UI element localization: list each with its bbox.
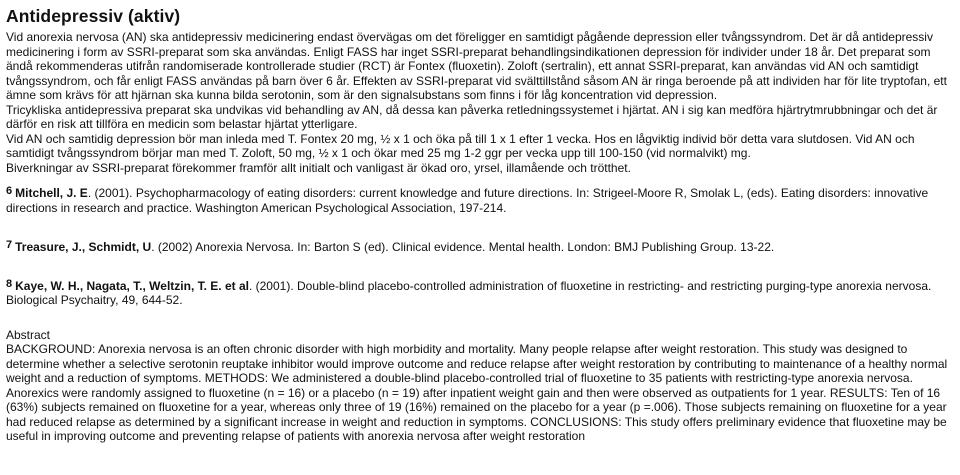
paragraph-intro: Vid anorexia nervosa (AN) ska antidepressiv medicinering endast övervägas om det föreligger en samtidigt pågående depression eller tvångssyndrom. Det är då antidepressiv medicinering i form av SSRI-preparat som ska användas. Enligt FASS har inget SSRI-preparat behandlingsindikationen depression för individer under 18 år. Det preparat som ändå rekommenderas utifrån randomiserade kontrollerade studier (RCT) är Fontex (fluoxetin). Zoloft (sertralin), ett annat SSRI-preparat, kan användas vid AN och samtidigt tvångssyndrom, och får enligt FASS användas på barn över 6 år. Effekten av SSRI-preparat vid svälttillstånd såsom AN är ringa beroende på att individen har för lite tryptofan, ett ämne som krävs för att hjärnan ska kunna bilda serotonin, som är den signalsubstans som finns i för låg koncentration vid depression.	[6, 30, 947, 102]
section-body	[6, 30, 954, 175]
reference-citation: . (2002) Anorexia Nervosa. In: Barton S (ed). Clinical evidence. Mental health. London: BMJ Publishing Group. 13-22.	[151, 240, 775, 254]
reference-citation: . (2001). Psychopharmacology of eating disorders: current knowledge and future directions. In: Strigeel-Moore R, Smolak L, (eds). Eating disorders: innovative directions in research and practice. Washington American Psychological Association, 197-214.	[6, 186, 929, 215]
paragraph-dosage: Vid AN och samtidig depression bör man inleda med T. Fontex 20 mg, ½ x 1 och öka på till 1 x 1 efter 1 vecka. Hos en lågviktig individ bör detta vara slutdosen. Vid AN och samtidigt tvångssyndrom börjar man med T. Zoloft, 50 mg, ½ x 1 och ökar med 25 mg 1-2 ggr per vecka upp till 100-150 (vid normalvikt) mg.	[6, 131, 915, 160]
reference-authors: Kaye, W. H., Nagata, T., Weltzin, T. E. et al	[15, 278, 249, 293]
reference-authors: Treasure, J., Schmidt, U	[15, 240, 152, 254]
reference-6	[6, 184, 954, 215]
reference-number: 8	[6, 277, 13, 290]
page-title: Antidepressiv (aktiv)	[6, 6, 181, 26]
abstract-title: Abstract	[6, 327, 51, 342]
paragraph-tricyclic: Tricykliska antidepressiva preparat ska undvikas vid behandling av AN, då dessa kan påverka retledningssystemet i hjärtat. AN i sig kan medföra hjärtrytmrubbningar och det är därför en risk att tillföra en medicin som belastar hjärtat ytterligare.	[6, 102, 938, 131]
reference-citation: . (2001). Double-blind placebo-controlled administration of fluoxetine in restricting- and restricting purging-type anorexia nervosa. Biological Psychaitry, 49, 644-52.	[6, 278, 932, 307]
reference-number: 6	[6, 185, 13, 197]
document-page	[6, 4, 954, 444]
reference-8	[6, 277, 954, 308]
paragraph-side-effects: Biverkningar av SSRI-preparat förekommer framför allt initialt och vanligast är ökad oro, yrsel, illamående och trötthet.	[6, 160, 631, 175]
abstract-body: BACKGROUND: Anorexia nervosa is an often chronic disorder with high morbidity and mortality. Many people relapse after weight restoration. This study was designed to determine whether a selective serotonin reuptake inhibitor would improve outcome and reduce relapse after weight restoration by contributing to maintenance of a healthy normal weight and a reduction of symptoms. METHODS: We administered a double-blind placebo-controlled trial of fluoxetine to 35 patients with restricting-type anorexia nervosa. Anorexics were randomly assigned to fluoxetine (n = 16) or a placebo (n = 19) after inpatient weight gain and then were observed as outpatients for 1 year. RESULTS: Ten of 16 (63%) subjects remained on fluoxetine for a year, whereas only three of 19 (16%) remained on the placebo for a year (p =.006). Those subjects remaining on fluoxetine for a year had reduced relapse as determined by a significant increase in weight and reduction in symptoms. CONCLUSIONS: This study offers preliminary evidence that fluoxetine may be useful in improving outcome and preventing relapse of patients with anorexia nervosa after weight restoration	[6, 342, 948, 443]
reference-authors: Mitchell, J. E	[15, 186, 88, 200]
reference-number: 7	[6, 239, 13, 251]
reference-7	[6, 238, 954, 255]
abstract-block	[6, 328, 954, 444]
